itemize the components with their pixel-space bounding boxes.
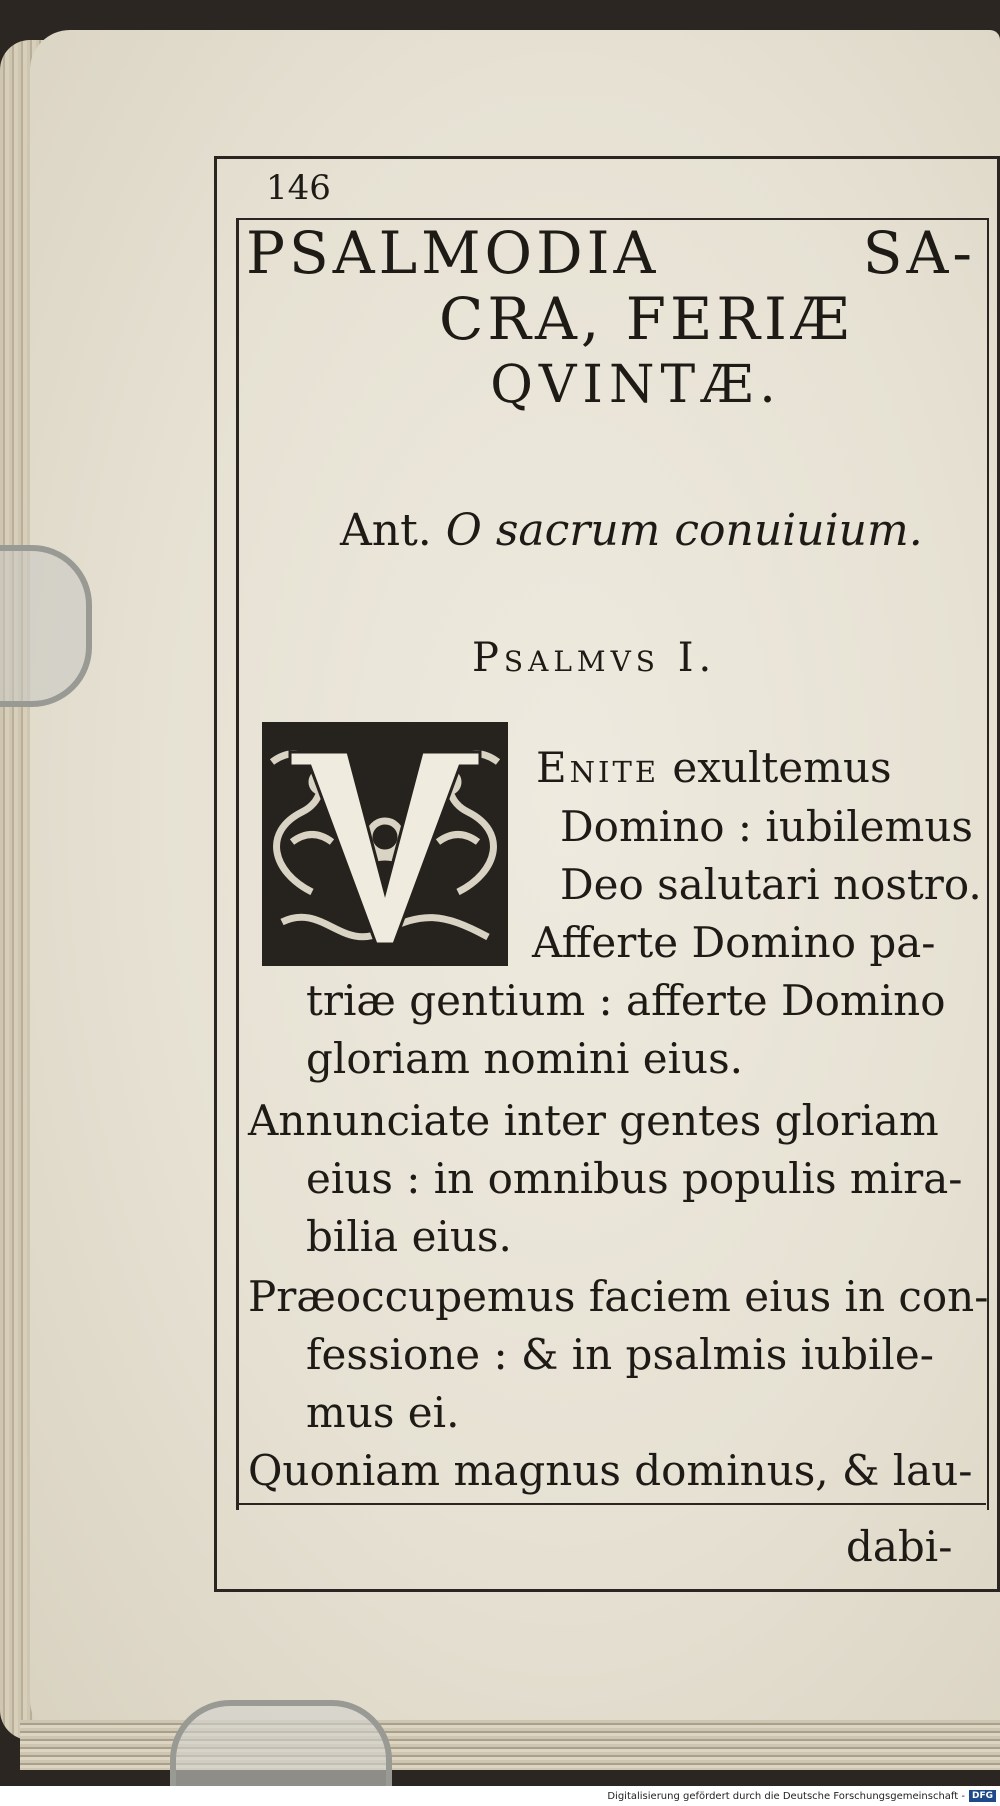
antiphon — [340, 505, 923, 556]
verse-2-line-1: Annunciate inter gentes gloriam — [248, 1096, 939, 1145]
dfg-logo: DFG — [969, 1790, 996, 1802]
text-block-bottom-rule — [236, 1503, 986, 1505]
verse-4-line-1: Quoniam magnus dominus, & lau- — [248, 1446, 973, 1495]
footer-credit-text: Digitalisierung gefördert durch die Deutsche Forschungsgemeinschaft - — [607, 1790, 965, 1802]
title-word-psalmodia: PSALMODIA — [246, 219, 660, 287]
verse-1-initial-word: Enite — [536, 743, 660, 792]
verse-1-line-1-rest: exultemus — [672, 743, 892, 792]
decorated-initial — [262, 722, 508, 966]
page-number: 146 — [266, 168, 331, 208]
title-word-sa: SA- — [862, 219, 976, 287]
holding-clip-left — [0, 545, 92, 707]
page-title — [246, 220, 986, 418]
floral-ornament-icon — [262, 722, 508, 966]
verse-3-line-3: mus ei. — [306, 1388, 460, 1437]
verse-1-line-3: Deo salutari nostro. — [560, 860, 982, 909]
verse-3-line-2: fessione : & in psalmis iubile- — [306, 1330, 934, 1379]
footer-credit-bar — [0, 1786, 1000, 1806]
page-edges-bottom — [20, 1720, 1000, 1770]
title-line-3: QVINTÆ. — [490, 355, 782, 415]
psalm-heading: Psalmvs I. — [472, 635, 717, 681]
verse-1-line-5: triæ gentium : afferte Domino — [306, 976, 946, 1025]
verse-3-line-1: Præoccupemus faciem eius in con- — [248, 1272, 989, 1321]
verse-1-line-2: Domino : iubilemus — [560, 802, 973, 851]
verse-1-line-4: Afferte Domino pa- — [532, 918, 936, 967]
antiphon-text: O sacrum conuiuium. — [445, 505, 923, 556]
catchword: dabi- — [846, 1522, 953, 1571]
antiphon-label: Ant. — [340, 505, 432, 556]
title-line-1 — [246, 220, 976, 286]
verse-1-line-1 — [536, 743, 892, 793]
verse-1-line-6: gloriam nomini eius. — [306, 1034, 744, 1083]
verse-2-line-2: eius : in omnibus populis mira- — [306, 1154, 963, 1203]
title-line-2: CRA, FERIÆ — [438, 285, 854, 353]
verse-2-line-3: bilia eius. — [306, 1212, 512, 1261]
